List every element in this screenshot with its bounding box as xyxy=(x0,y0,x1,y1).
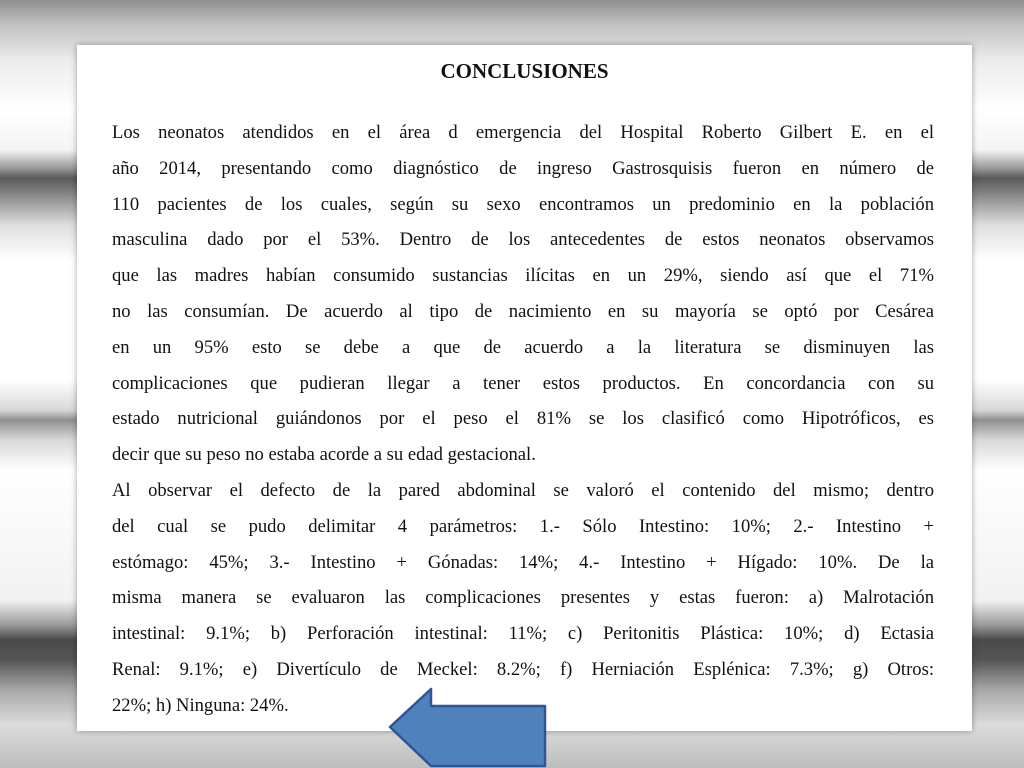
text-line: 110 pacientes de los cuales, según su sexo encontramos un predominio en la población xyxy=(112,193,934,215)
document-body xyxy=(112,115,934,724)
text-line: complicaciones que pudieran llegar a tener estos productos. En concordancia con su xyxy=(112,372,934,394)
text-line: estado nutricional guiándonos por el peso el 81% se los clasificó como Hipotróficos, es xyxy=(112,408,934,430)
left-arrow-shape[interactable] xyxy=(390,689,545,766)
text-line: 22%; h) Ninguna: 24%. xyxy=(112,694,289,716)
paragraph-1 xyxy=(112,115,934,473)
document-page xyxy=(77,45,972,731)
text-line: que las madres habían consumido sustancias ilícitas en un 29%, siendo así que el 71% xyxy=(112,265,934,287)
text-line: estómago: 45%; 3.- Intestino + Gónadas: 14%; 4.- Intestino + Hígado: 10%. De la xyxy=(112,551,934,573)
text-line: Al observar el defecto de la pared abdominal se valoró el contenido del mismo; dentro xyxy=(112,479,934,501)
left-arrow-icon[interactable] xyxy=(388,686,548,768)
text-line: intestinal: 9.1%; b) Perforación intestinal: 11%; c) Peritonitis Plástica: 10%; d) Ectasia xyxy=(112,623,934,645)
text-line: Los neonatos atendidos en el área d emergencia del Hospital Roberto Gilbert E. en el xyxy=(112,122,934,143)
text-line: del cual se pudo delimitar 4 parámetros: 1.- Sólo Intestino: 10%; 2.- Intestino + xyxy=(112,515,934,537)
text-line: decir que su peso no estaba acorde a su edad gestacional. xyxy=(112,444,536,466)
page-title: CONCLUSIONES xyxy=(440,59,609,83)
text-line: año 2014, presentando como diagnóstico de ingreso Gastrosquisis fueron en número de xyxy=(112,157,934,179)
text-line: masculina dado por el 53%. Dentro de los antecedentes de estos neonatos observamos xyxy=(112,229,934,251)
text-line: en un 95% esto se debe a que de acuerdo a la literatura se disminuyen las xyxy=(112,336,934,358)
text-line: misma manera se evaluaron las complicaciones presentes y estas fueron: a) Malrotación xyxy=(112,587,934,609)
text-line: no las consumían. De acuerdo al tipo de nacimiento en su mayoría se optó por Cesárea xyxy=(112,300,934,322)
text-line: Renal: 9.1%; e) Divertículo de Meckel: 8.2%; f) Herniación Esplénica: 7.3%; g) Otros: xyxy=(112,658,934,680)
